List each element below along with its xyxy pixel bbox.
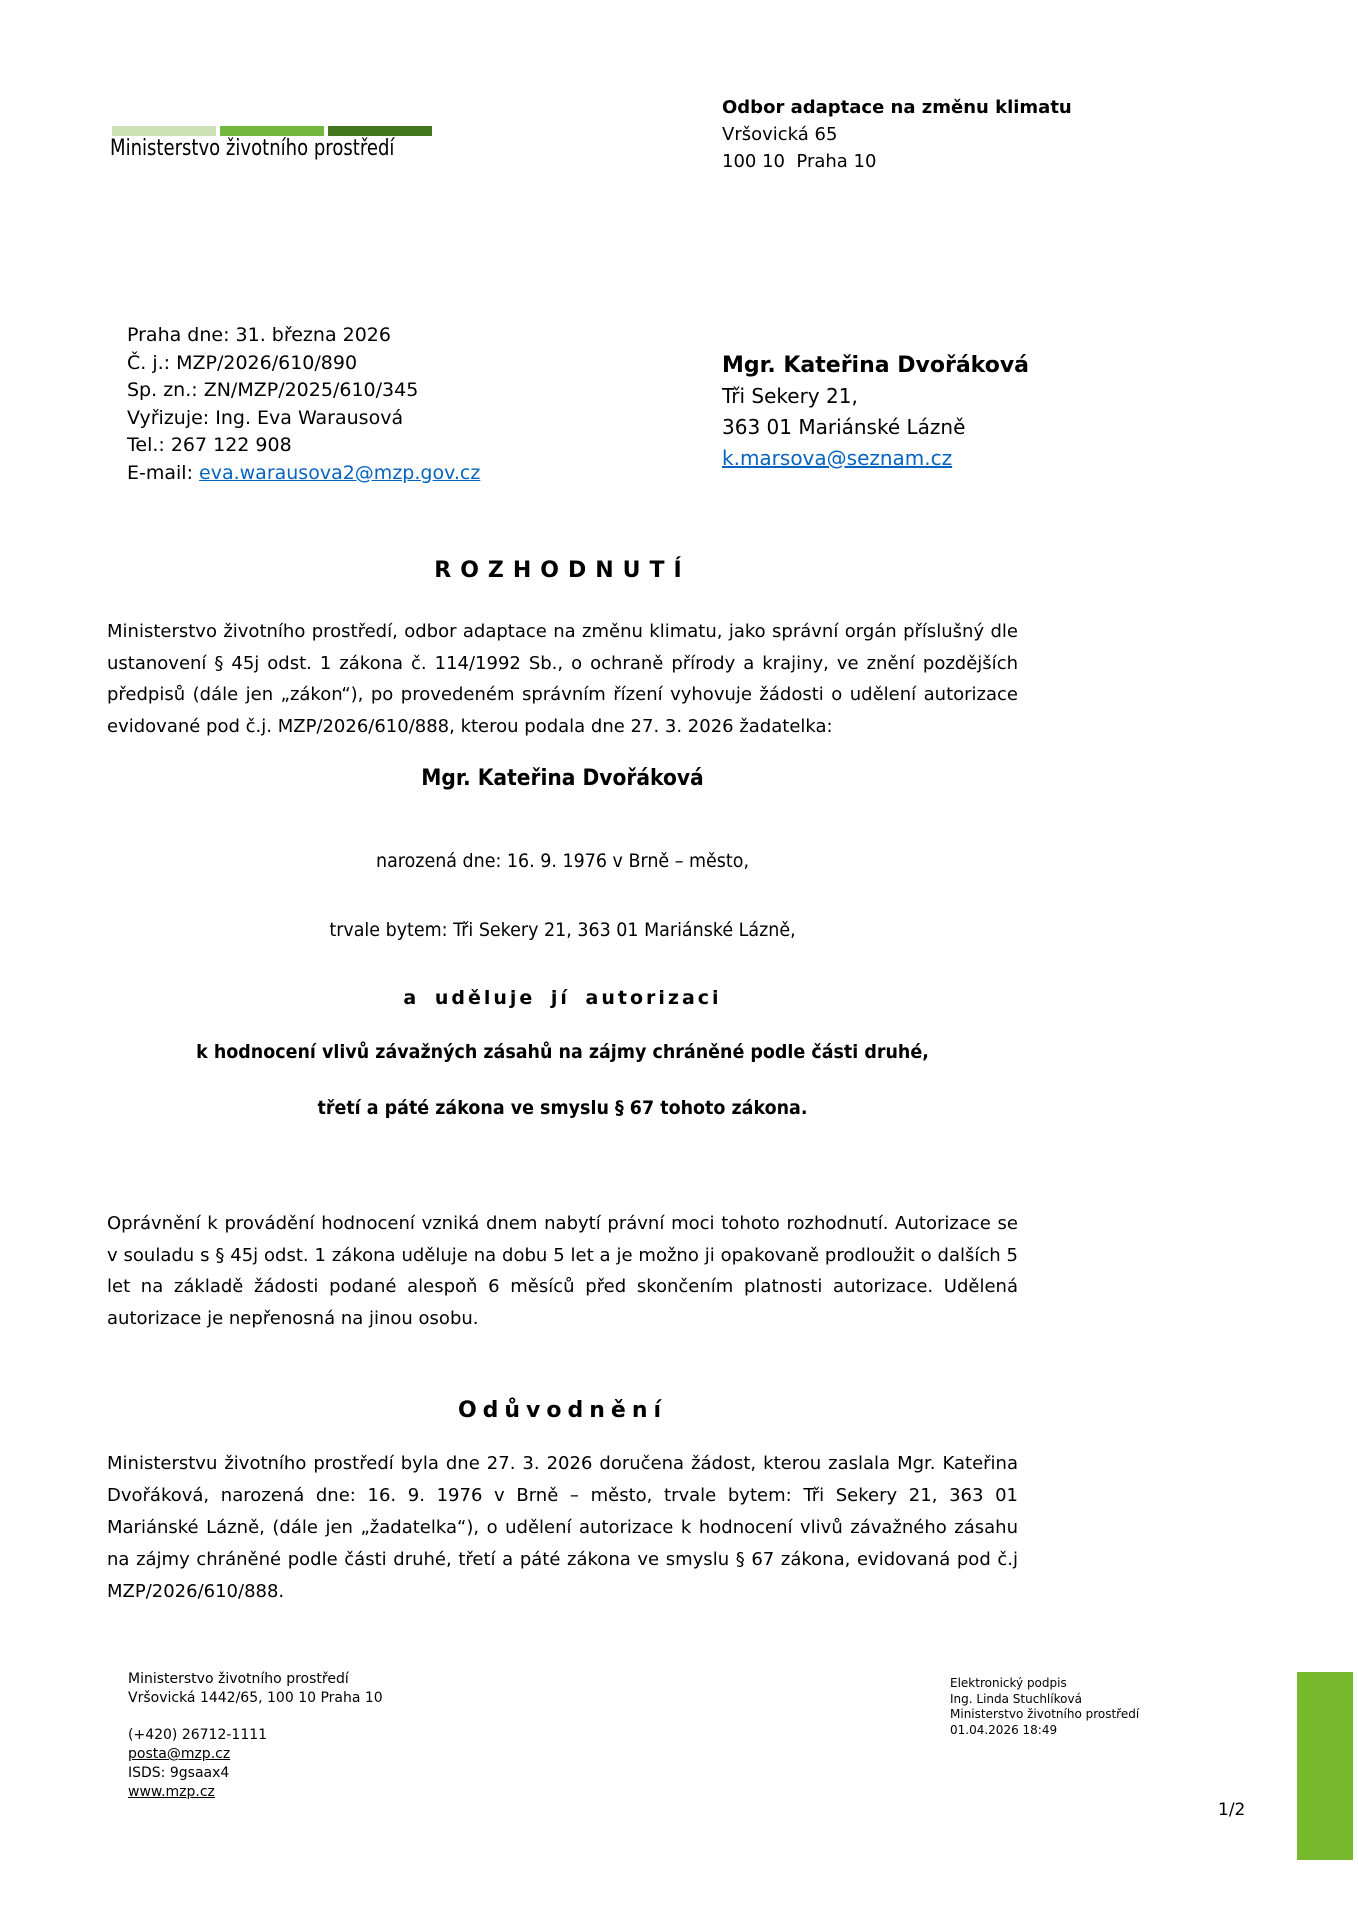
- addressee-street: Tři Sekery 21,: [722, 384, 858, 408]
- footer-org: Ministerstvo životního prostředí: [128, 1671, 349, 1687]
- applicant-residence-line: trvale bytem: Tři Sekery 21, 363 01 Mariánské Lázně,: [329, 919, 796, 941]
- green-accent-bar: [1297, 1672, 1353, 1860]
- logo-bar-medium: [220, 126, 324, 136]
- logo-bar-dark: [328, 126, 432, 136]
- authorization-grant-line: a uděluje jí autorizaci: [403, 987, 722, 1009]
- electronic-signature-block: [950, 1676, 1139, 1738]
- signature-line-3: Ministerstvo životního prostředí: [950, 1707, 1140, 1721]
- applicant-name-line: Mgr. Kateřina Dvořáková: [421, 766, 704, 791]
- applicant-birth-line: narozená dne: 16. 9. 1976 v Brně – město,: [375, 850, 750, 872]
- phone-line: Tel.: 267 122 908: [127, 434, 292, 456]
- ministry-logo-bars-icon: [112, 126, 432, 136]
- footer-spacer: [128, 1708, 383, 1726]
- page-number: 1/2: [1218, 1800, 1246, 1820]
- email-label: E-mail:: [127, 461, 200, 484]
- footer-web-link[interactable]: www.mzp.cz: [128, 1784, 215, 1800]
- logo-bar-light: [112, 126, 216, 136]
- decision-title: ROZHODNUTÍ: [434, 558, 691, 583]
- footer-isds: ISDS: 9gsaax4: [128, 1765, 230, 1781]
- addressee-block: [722, 350, 1029, 474]
- issuing-department-block: [722, 94, 1072, 175]
- authorization-scope-line-1: k hodnocení vlivů závažných zásahů na zájmy chráněné podle části druhé,: [196, 1041, 929, 1063]
- addressee-city: 363 01 Mariánské Lázně: [722, 415, 966, 439]
- signature-line-2: Ing. Linda Stuchlíková: [950, 1691, 1082, 1706]
- file-number-line: Sp. zn.: ZN/MZP/2025/610/345: [127, 379, 419, 401]
- department-street: Vršovická 65: [722, 124, 838, 145]
- date-line: Praha dne: 31. března 2026: [127, 324, 391, 346]
- case-meta-block: [127, 322, 480, 487]
- addressee-name: Mgr. Kateřina Dvořáková: [722, 353, 1030, 378]
- footer-phone: (+420) 26712-1111: [128, 1727, 268, 1743]
- email-line: [127, 460, 480, 488]
- reference-number-line: Č. j.: MZP/2026/610/890: [127, 351, 358, 374]
- department-name: Odbor adaptace na změnu klimatu: [722, 97, 1072, 118]
- authorization-scope-line-2: třetí a páté zákona ve smyslu § 67 tohoto zákona.: [317, 1097, 808, 1119]
- signature-line-4: 01.04.2026 18:49: [950, 1722, 1058, 1737]
- signature-line-1: Elektronický podpis: [950, 1676, 1067, 1690]
- handler-email-link[interactable]: eva.warausova2@mzp.gov.cz: [199, 461, 481, 484]
- department-city: 100 10 Praha 10: [722, 151, 877, 172]
- footer-email-link[interactable]: posta@mzp.cz: [128, 1746, 231, 1762]
- justification-title: Odůvodnění: [457, 1398, 668, 1423]
- footer-contact-block: [128, 1670, 383, 1802]
- decision-intro-paragraph: Ministerstvo životního prostředí, odbor adaptace na změnu klimatu, jako správní orgán příslušný dle ustanovení § 45j odst. 1 zákona č. 114/1992 Sb., o ochraně přírody a krajiny, ve znění pozdějších předpisů (dále jen „zákon“), po provedeném správním řízení vyhovuje žádosti o udělení autorizace evidované pod č.j. MZP/2026/610/888, kterou podala dne 27. 3. 2026 žadatelka:: [107, 621, 1018, 737]
- ministry-logo-text: Ministerstvo životního prostředí: [110, 136, 395, 161]
- footer-address: Vršovická 1442/65, 100 10 Praha 10: [128, 1690, 383, 1706]
- handler-line: Vyřizuje: Ing. Eva Warausová: [127, 406, 404, 429]
- addressee-email-link[interactable]: k.marsova@seznam.cz: [722, 446, 953, 470]
- justification-paragraph: Ministerstvu životního prostředí byla dne 27. 3. 2026 doručena žádost, kterou zaslala Mgr. Kateřina Dvořáková, narozená dne: 16. 9. 1976 v Brně – město, trvale bytem: Tři Sekery 21, 363 01 Mariánské Lázně, (dále jen „žadatelka“), o udělení autorizace k hodnocení vlivů závažného zásahu na zájmy chráněné podle části druhé, třetí a páté zákona ve smyslu § 67 zákona, evidovaná pod č.j MZP/2026/610/888.: [107, 1453, 1018, 1602]
- validity-paragraph: Oprávnění k provádění hodnocení vzniká dnem nabytí právní moci tohoto rozhodnutí. Autorizace se v souladu s § 45j odst. 1 zákona uděluje na dobu 5 let a je možno ji opakovaně prodloužit o dalších 5 let na základě žádosti podané alespoň 6 měsíců před skončením platnosti autorizace. Udělená autorizace je nepřenosná na jinou osobu.: [107, 1213, 1018, 1329]
